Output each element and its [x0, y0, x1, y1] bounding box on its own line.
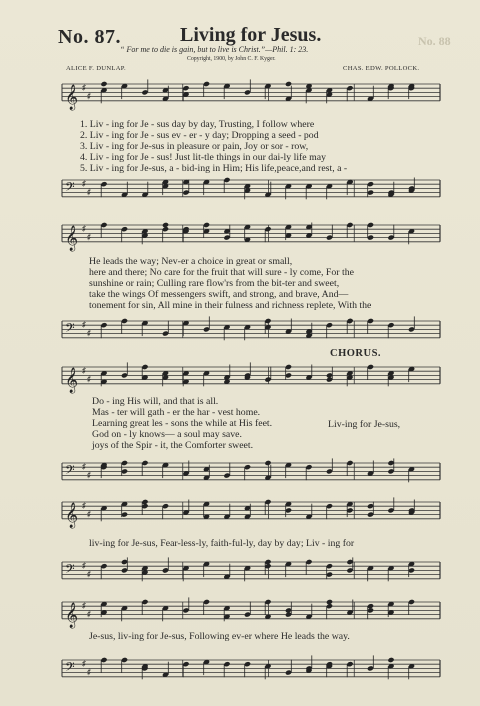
sharp-icon: ♯	[87, 509, 91, 519]
sharp-icon: ♯	[82, 320, 86, 330]
epigraph: “ For me to die is gain, but to live is Christ.”—Phil. 1: 23.	[120, 45, 309, 54]
lyric-line: God on - ly knows— a soul may save.	[92, 429, 242, 441]
lyric-line: liv-ing for Je-sus, Fear-less-ly, faith-ful-ly, day by day; Liv - ing for	[89, 538, 355, 549]
sharp-icon: ♯	[82, 224, 86, 234]
lyric-line: 2. Liv - ing for Je - sus ev - er - y day; Dropping a seed - pod	[80, 130, 319, 142]
sharp-icon: ♯	[87, 232, 91, 242]
sharp-icon: ♯	[82, 501, 86, 511]
lyric-line: Learning great les - sons the while at His feet.	[92, 418, 273, 430]
sharp-icon: ♯	[87, 374, 91, 384]
note-head	[100, 81, 107, 87]
bass-staff-5	[0, 648, 480, 698]
treble-clef-icon: 𝄞	[65, 84, 79, 110]
hymn-number: No. 87.	[58, 26, 121, 48]
lyric-line: 4. Liv - ing for Je - sus! Just lit-tle things in our dai-ly life may	[80, 152, 326, 164]
hymn-title: Living for Jesus.	[180, 24, 322, 46]
bass-clef-icon: 𝄢	[65, 320, 75, 339]
sharp-icon: ♯	[87, 470, 91, 480]
sharp-icon: ♯	[82, 179, 86, 189]
refrain-lyric: Liv-ing for Je-sus,	[328, 419, 401, 430]
composer-credit: CHAS. EDW. POLLOCK.	[343, 65, 420, 72]
bass-clef-icon: 𝄢	[65, 179, 75, 198]
bass-clef-icon: 𝄢	[65, 659, 75, 678]
lyric-line: Do - ing His will, and that is all.	[92, 396, 219, 407]
treble-clef-icon: 𝄞	[65, 502, 79, 528]
lyric-line: 3. Liv - ing for Je-sus in pleasure or pain, Joy or sor - row,	[80, 141, 309, 153]
sharp-icon: ♯	[87, 328, 91, 338]
sharp-icon: ♯	[82, 83, 86, 93]
note-head	[326, 599, 333, 605]
sharp-icon: ♯	[87, 609, 91, 619]
treble-clef-icon: 𝄞	[65, 367, 79, 393]
lyric-line: take the wings Of messengers swift, and strong, and brave, And—	[89, 289, 349, 301]
lyric-line: tonement for sin, All mine in their fulness and richness replete, With the	[89, 300, 372, 312]
sharp-icon: ♯	[82, 601, 86, 611]
sharp-icon: ♯	[87, 569, 91, 579]
bass-staff-2	[0, 309, 480, 359]
note-head	[387, 657, 394, 663]
lyric-line: 1. Liv - ing for Je - sus day by day, Trusting, I follow where	[80, 119, 315, 130]
lyric-line: Mas - ter will gath - er the har - vest home.	[92, 407, 261, 419]
lyric-line: here and there; No care for the fruit that will sure - ly come, For the	[89, 267, 354, 279]
treble-clef-icon: 𝄞	[65, 602, 79, 628]
verse-block-1	[80, 119, 347, 174]
treble-staff-4	[0, 490, 480, 540]
note-head	[162, 222, 169, 228]
copyright-notice: Copyright, 1900, by John C. F. Kyger.	[187, 56, 276, 62]
bass-clef-icon: 𝄢	[65, 561, 75, 580]
sharp-icon: ♯	[87, 667, 91, 677]
bass-staff-1	[0, 168, 480, 218]
sharp-icon: ♯	[82, 561, 86, 571]
bass-clef-icon: 𝄢	[65, 462, 75, 481]
lyricist-credit: ALICE F. DUNLAP.	[66, 65, 126, 72]
lyric-line: Je-sus, liv-ing for Je-sus, Following ev-er where He leads the way.	[89, 631, 350, 642]
sharp-icon: ♯	[82, 462, 86, 472]
chorus-label: CHORUS.	[330, 348, 382, 359]
sharp-icon: ♯	[82, 659, 86, 669]
lyric-line: 5. Liv - ing for Je-sus, a - bid-ing in Him; His life,peace,and rest, a -	[80, 163, 348, 175]
verse-block-2	[89, 256, 371, 311]
treble-clef-icon: 𝄞	[65, 225, 79, 251]
sharp-icon: ♯	[82, 366, 86, 376]
lyric-line: sunshine or rain; Culling rare flow'rs from the bit-ter and sweet,	[89, 278, 340, 290]
lyric-line: He leads the way; Nev-er a choice in great or small,	[89, 256, 293, 267]
lyric-line: joys of the Spir - it, the Comforter sweet.	[92, 440, 254, 452]
sharp-icon: ♯	[87, 187, 91, 197]
sharp-icon: ♯	[87, 91, 91, 101]
verse-block-3	[92, 396, 272, 451]
bleed-through-text: No. 88	[418, 34, 451, 48]
treble-staff-1	[0, 72, 480, 122]
